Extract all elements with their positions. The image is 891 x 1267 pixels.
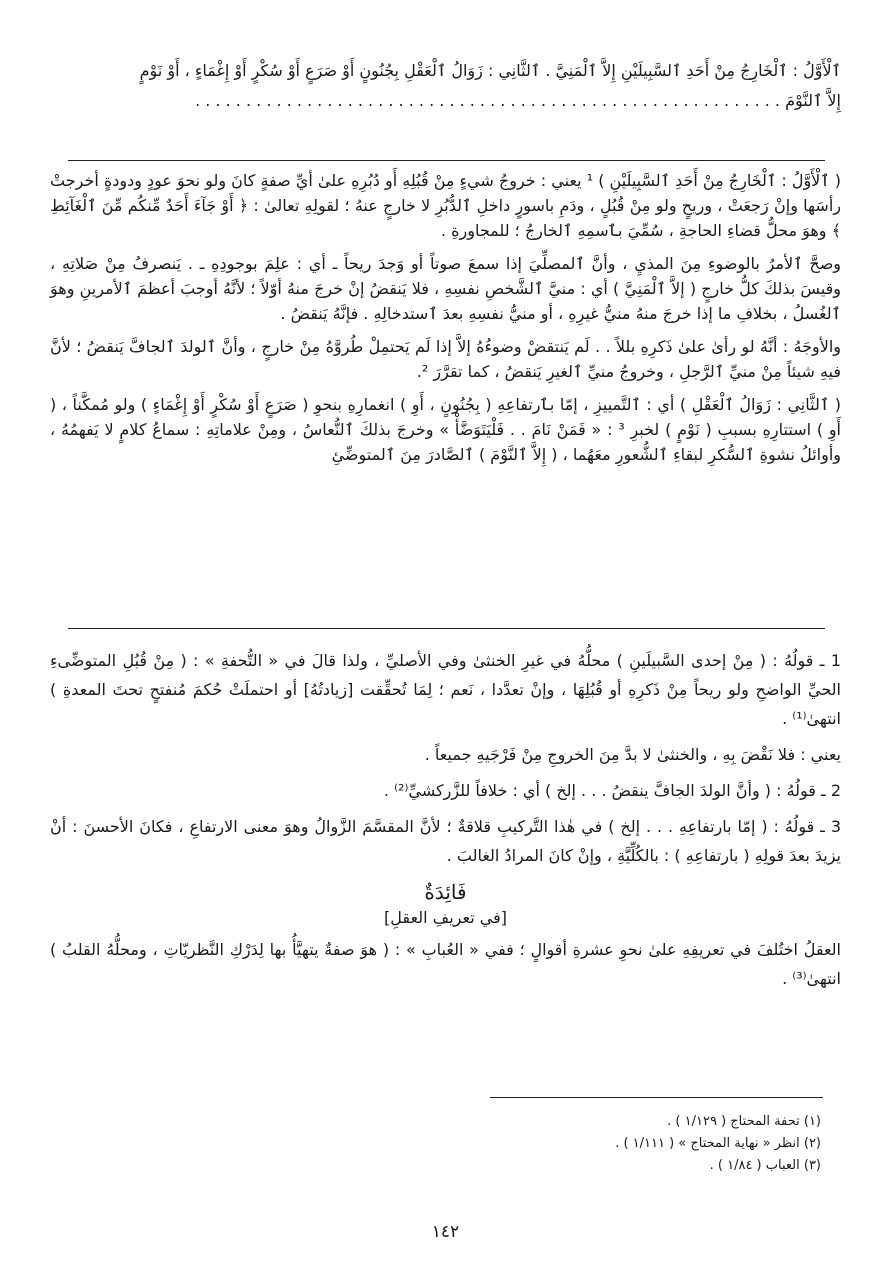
footnote-2: (٢) انظر « نهاية المحتاج » ( ١/١١١ ) . bbox=[615, 1136, 821, 1151]
hashiya-note-1-cont: يعني : فلا نَقْضَ بِهِ ، والخنثىٰ لا بدَّ مِنَ الخروجِ مِنْ فَرْجَيهِ جميعاً . bbox=[424, 745, 841, 764]
page-number: ١٤٢ bbox=[431, 1222, 460, 1242]
divider-matn-sharh bbox=[68, 160, 825, 161]
hashiya-note-3: 3 ـ قولُهُ : ( إمّا بارتفاعِهِ . . . إلخ ) في هٰذا التَّركيبِ قلاقةٌ ؛ لأنَّ المقسَّمَ الزَّوالُ وهوَ معنى الارتفاعِ ، فكانَ الأحسنَ : أنْ يزيدَ بعدَ قولِهِ ( بارتفاعِهِ ) : بالكُلِّيَّةِ ، وإنْ كانَ المرادُ الغالبَ . bbox=[50, 817, 841, 865]
sharh-text bbox=[50, 168, 841, 475]
sharh-paragraph-1: ( ٱلْأَوَّلُ : ٱلْخَارِجُ مِنْ أَحَدِ ٱلسَّبِيلَيْنِ ) ¹ يعني : خروجُ شيءٍ مِنْ قُبُلِهِ أَو دُبُرِهِ علىٰ أيِّ صفةٍ كانَ ولو نحوَ عودٍ ودودةٍ أخرجتْ رأسَها وإنْ رَجعَتْ ، وريحٍ ولو مِنْ قُبُلٍ ، ودَمِ باسورٍ داخلِ ٱلدُّبُرِ لا خارجٍ عنهُ ؛ لقولِهِ تعالىٰ : ﴿ أَوْ جَآءَ أَحَدٌ مِّنكُم مِّنَ ٱلْغَآئِطِ ﴾ وهوَ محلُّ قضاءِ الحاجةِ ، سُمِّيَ بٱسمِهِ ٱلخارجُ ؛ للمجاورةِ . bbox=[50, 171, 842, 240]
hashiya-note-2: 2 ـ قولُهُ : ( وأنَّ الولدَ الجافَّ ينقضُ . . . إلخ ) أي : خلافاً للزَّركشيِّ⁽²⁾ . bbox=[383, 781, 841, 800]
matn-line-2-dots: . . . . . . . . . . . . . . . . . . . . . . . . . . . . . . . . . . . . . . . . . . . . . . . . . . . . . . . . . . bbox=[195, 91, 780, 110]
matn-line-2-text: إِلاَّ ٱلنَّوْمَ bbox=[785, 91, 841, 110]
matn-line-2 bbox=[50, 86, 841, 116]
sharh-paragraph-4: ( ٱلثَّانِي : زَوَالُ ٱلْعَقْلِ ) أي : ٱلتَّمييزِ ، إمّا بٱرتفاعِهِ ( بِجُنُونٍ ، أَوِ ) انغمارِهِ بنحوِ ( صَرَعٍ أَوْ سُكْرٍ أَوْ إِغْمَاءٍ ) ولو مُمكَّناً ، ( أَوِ ) استتارِهِ بسببِ ( نَوْمٍ ) لخبرِ ³ : « فَمَنْ نَامَ . . فَلْيَتَوَضَّأْ » وخرجَ بذلكَ ٱلنُّعاسُ ، ومِنْ علاماتِهِ : سماعُ كلامٍ لا يَفهمُهُ ، وأوائلُ نشوةِ ٱلسُّكرِ لبقاءِ ٱلشُّعورِ معَهُما ، ( إِلاَّ ٱلنَّوْمَ ) ٱلصَّادرَ مِنَ ٱلمتوضِّئِ bbox=[50, 395, 842, 464]
footnote-1: (١) تحفة المحتاج ( ١/١٢٩ ) . bbox=[667, 1114, 821, 1129]
sharh-paragraph-3: والأوجَهُ : أنَّهُ لو رأىٰ علىٰ ذَكرِهِ بللاً . . لَم يَنتقضْ وضوءُهُ إلاَّ إذا لَم يَحتمِلْ طُروَّهُ مِنْ خارجٍ ، وأنَّ ٱلولدَ ٱلجافَّ يَنقضُ ؛ لأنَّ فيهِ شيئاً مِنْ منيِّ ٱلرَّجلِ ، وخروجُ منيِّ ٱلغيرِ يَنقضُ ، كما تقرَّرَ ². bbox=[50, 337, 841, 381]
footnotes bbox=[380, 1111, 821, 1177]
footnote-divider bbox=[490, 1097, 823, 1098]
hashiya-note-1: 1 ـ قولُهُ : ( مِنْ إحدى السَّبيلَينِ ) محلُّهُ في غيرِ الخنثىٰ وفي الأصليِّ ، ولذا قالَ في « التُّحفةِ » : ( مِنْ قُبُلِ المتوضِّىءِ الحيِّ الواضحِ ولو ريحاً مِنْ ذَكرِهِ أو قُبُلِهَا ، وإنْ تعدَّدا ، نَعم ؛ لِمَا تُحقِّقت [زيادتُهُ] أو احتملَتْ حُكمَ مُنفتحٍ تحتَ المعدةِ ) انتهىٰ⁽¹⁾ . bbox=[50, 651, 841, 728]
faida-body: العقلُ اختُلفَ في تعريفِهِ علىٰ نحوِ عشرةِ أقوالٍ ؛ ففي « العُبابِ » : ( هوَ صفةٌ يتهيَّأُ بها لِدَرْكِ النَّظريّاتِ ، ومحلُّهُ القلبُ ) انتهىٰ⁽³⁾ . bbox=[50, 940, 841, 988]
footnote-3: (٣) العباب ( ١/٨٤ ) . bbox=[709, 1158, 821, 1173]
hashiya-text bbox=[50, 646, 841, 1000]
sharh-paragraph-2: وصحَّ ٱلأمرُ بالوضوءِ مِنَ المذيِ ، وأنَّ ٱلمصلِّيَ إذا سمعَ صوتاً أو وَجدَ ريحاً ـ أي : علِمَ بوجودِهِ ـ . يَنصرفُ مِنْ صَلاتِهِ ، وقيسَ بذلكَ كلُّ خارجٍ ( إلاَّ ٱلْمَنِيَّ ) أي : منيَّ ٱلشَّخصِ نفسِهِ ، فلا يَنقضُ إنْ خرجَ منهُ أوّلاً ؛ لأنَّهُ أوجبَ أعظمَ ٱلأمرينِ وهوَ ٱلغُسلُ ، بخلافِ ما إذا خرجَ منهُ منيُّ غيرِهِ ، أو منيُّ نفسِهِ بعدَ ٱستدخالِهِ . فإنَّهُ يَنقضُ . bbox=[50, 254, 841, 323]
faida-subheading: [في تعريفِ العقلِ] bbox=[384, 908, 507, 927]
divider-sharh-hashiya bbox=[68, 628, 825, 629]
matn-line-1: ٱلْأَوَّلُ : ٱلْخَارِجُ مِنْ أَحَدِ ٱلسَّبِيلَيْنِ إِلاَّ ٱلْمَنِيَّ . ٱلثَّانِي : زَوَالُ ٱلْعَقْلِ بِجُنُونٍ أَوْ صَرَعٍ أَوْ سُكْرٍ أَوْ إِغْمَاءٍ ، أَوْ نَوْمٍ bbox=[139, 61, 841, 80]
faida-heading: فَائِدَةٌ bbox=[424, 880, 467, 904]
matn-text bbox=[50, 56, 841, 116]
